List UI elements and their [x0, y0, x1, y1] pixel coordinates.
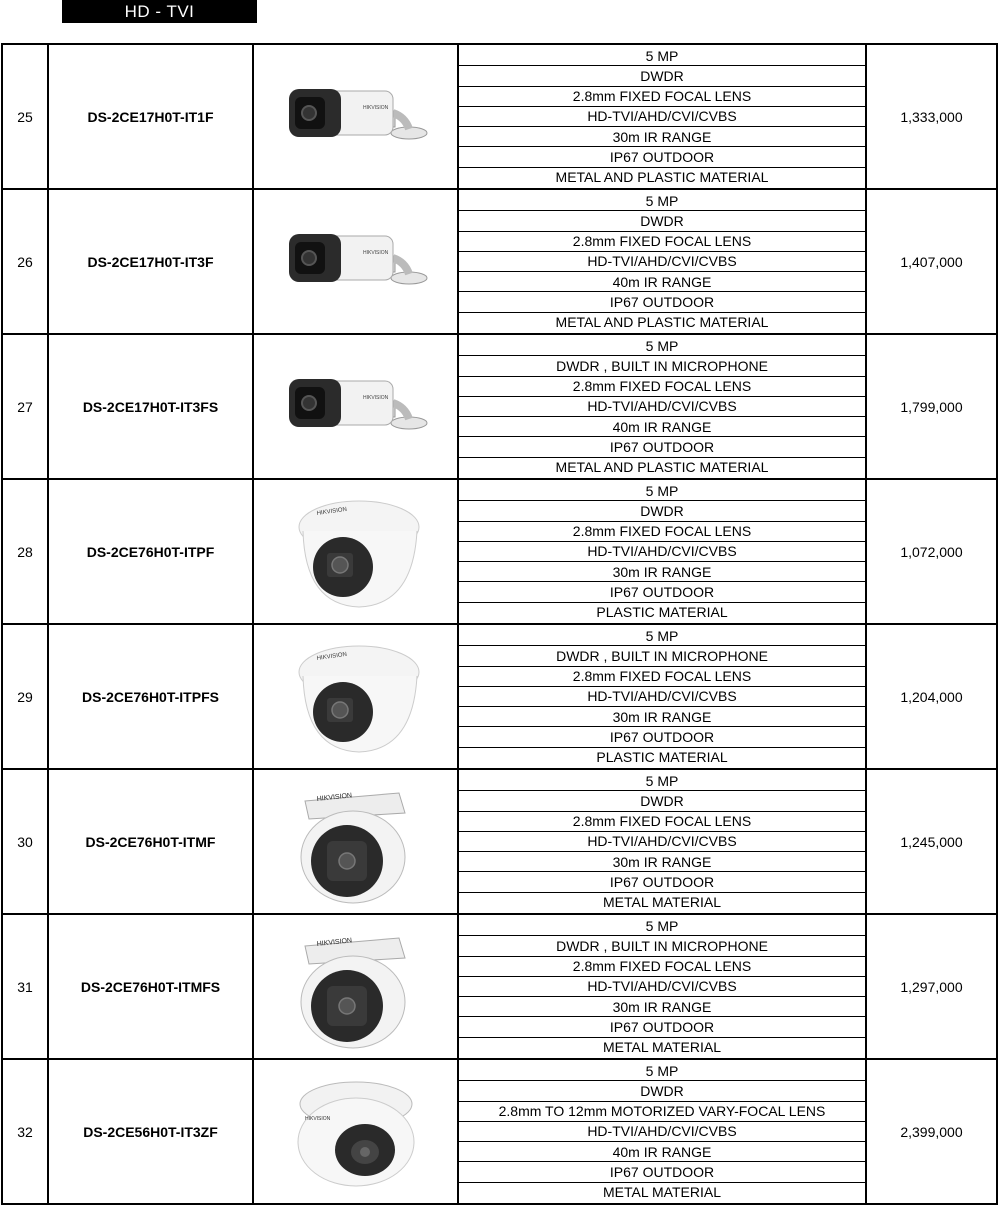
model-name: DS-2CE56H0T-IT3ZF [48, 1059, 253, 1204]
product-row [2, 624, 997, 769]
turret-camera-icon [254, 924, 457, 1049]
bullet-camera-icon [254, 222, 457, 302]
spec-list [459, 626, 865, 767]
spec-list-cell [458, 769, 866, 914]
turret-camera-icon [254, 779, 457, 904]
model-name: DS-2CE76H0T-ITMF [48, 769, 253, 914]
spec-line: IP67 OUTDOOR [459, 1162, 865, 1182]
spec-line: 5 MP [459, 771, 865, 791]
spec-line: 5 MP [459, 1061, 865, 1081]
camera-image [253, 624, 458, 769]
price: 1,245,000 [866, 769, 997, 914]
spec-line: DWDR , BUILT IN MICROPHONE [459, 936, 865, 956]
camera-image [253, 44, 458, 189]
item-number: 28 [2, 479, 48, 624]
dome-camera-icon [254, 487, 457, 617]
spec-line: METAL AND PLASTIC MATERIAL [555, 169, 769, 186]
spec-line: HD-TVI/AHD/CVI/CVBS [459, 1122, 865, 1142]
svg-text:HIKVISION: HIKVISION [315, 792, 352, 803]
product-row [2, 479, 997, 624]
product-row [2, 334, 997, 479]
spec-line: 5 MP [459, 336, 865, 356]
spec-line: PLASTIC MATERIAL [596, 604, 728, 621]
svg-text:HIKVISION: HIKVISION [362, 394, 388, 401]
spec-list-cell [458, 189, 866, 334]
bullet-camera-icon [254, 77, 457, 157]
spec-line: IP67 OUTDOOR [459, 147, 865, 167]
price: 2,399,000 [866, 1059, 997, 1204]
spec-line: 30m IR RANGE [459, 852, 865, 872]
product-row [2, 914, 997, 1059]
product-row [2, 769, 997, 914]
spec-line: 40m IR RANGE [459, 417, 865, 437]
dome-camera-icon [254, 632, 457, 762]
item-number: 32 [2, 1059, 48, 1204]
spec-line: HD-TVI/AHD/CVI/CVBS [459, 397, 865, 417]
model-name: DS-2CE76H0T-ITMFS [48, 914, 253, 1059]
spec-list [459, 481, 865, 622]
camera-image [253, 769, 458, 914]
price: 1,407,000 [866, 189, 997, 334]
spec-line: IP67 OUTDOOR [459, 872, 865, 892]
spec-line: 2.8mm FIXED FOCAL LENS [459, 232, 865, 252]
spec-line: 30m IR RANGE [459, 707, 865, 727]
spec-line: DWDR [459, 501, 865, 521]
spec-list [459, 191, 865, 332]
price: 1,072,000 [866, 479, 997, 624]
spec-line: HD-TVI/AHD/CVI/CVBS [459, 252, 865, 272]
svg-text:HIKVISION: HIKVISION [315, 506, 347, 517]
spec-line: HD-TVI/AHD/CVI/CVBS [459, 832, 865, 852]
spec-line: DWDR [459, 211, 865, 231]
product-row [2, 44, 997, 189]
spec-line: 30m IR RANGE [459, 997, 865, 1017]
spec-line: PLASTIC MATERIAL [596, 749, 728, 766]
spec-line: IP67 OUTDOOR [459, 437, 865, 457]
item-number: 27 [2, 334, 48, 479]
spec-line: 5 MP [459, 916, 865, 936]
spec-list [459, 916, 865, 1057]
spec-line: METAL AND PLASTIC MATERIAL [555, 314, 769, 331]
spec-list [459, 771, 865, 912]
item-number: 29 [2, 624, 48, 769]
spec-line: 5 MP [459, 191, 865, 211]
spec-line: 2.8mm FIXED FOCAL LENS [459, 812, 865, 832]
svg-text:HIKVISION: HIKVISION [362, 249, 388, 256]
spec-line: 2.8mm TO 12mm MOTORIZED VARY-FOCAL LENS [459, 1102, 865, 1122]
spec-line: 2.8mm FIXED FOCAL LENS [459, 377, 865, 397]
spec-line: IP67 OUTDOOR [459, 582, 865, 602]
camera-image [253, 189, 458, 334]
model-name: DS-2CE17H0T-IT1F [48, 44, 253, 189]
price: 1,333,000 [866, 44, 997, 189]
price: 1,799,000 [866, 334, 997, 479]
spec-line: METAL MATERIAL [603, 1184, 721, 1201]
svg-text:HIKVISION: HIKVISION [304, 1116, 330, 1122]
svg-text:HIKVISION: HIKVISION [315, 937, 352, 948]
model-name: DS-2CE76H0T-ITPF [48, 479, 253, 624]
camera-image [253, 479, 458, 624]
camera-image [253, 1059, 458, 1204]
spec-line: DWDR [459, 1081, 865, 1101]
spec-line: METAL AND PLASTIC MATERIAL [555, 459, 769, 476]
spec-line: 2.8mm FIXED FOCAL LENS [459, 957, 865, 977]
spec-line: 40m IR RANGE [459, 1142, 865, 1162]
product-row [2, 1059, 997, 1204]
model-name: DS-2CE17H0T-IT3F [48, 189, 253, 334]
spec-line: IP67 OUTDOOR [459, 1017, 865, 1037]
spec-line: 5 MP [459, 46, 865, 66]
price: 1,297,000 [866, 914, 997, 1059]
spec-line: 2.8mm FIXED FOCAL LENS [459, 522, 865, 542]
spec-list-cell [458, 624, 866, 769]
spec-line: 5 MP [459, 481, 865, 501]
section-title: HD - TVI [62, 0, 257, 23]
spec-line: HD-TVI/AHD/CVI/CVBS [459, 687, 865, 707]
spec-list [459, 336, 865, 477]
svg-text:HIKVISION: HIKVISION [362, 104, 388, 111]
product-row [2, 189, 997, 334]
model-name: DS-2CE17H0T-IT3FS [48, 334, 253, 479]
spec-line: 30m IR RANGE [459, 562, 865, 582]
spec-line: 2.8mm FIXED FOCAL LENS [459, 667, 865, 687]
spec-line: DWDR [459, 66, 865, 86]
spec-line: METAL MATERIAL [603, 894, 721, 911]
item-number: 30 [2, 769, 48, 914]
eyeball-camera-icon [254, 1074, 457, 1189]
camera-image [253, 334, 458, 479]
spec-list-cell [458, 334, 866, 479]
bullet-camera-icon [254, 367, 457, 447]
spec-list-cell [458, 479, 866, 624]
model-name: DS-2CE76H0T-ITPFS [48, 624, 253, 769]
spec-line: IP67 OUTDOOR [459, 292, 865, 312]
spec-line: METAL MATERIAL [603, 1039, 721, 1056]
item-number: 25 [2, 44, 48, 189]
product-table [1, 43, 998, 1205]
spec-line: HD-TVI/AHD/CVI/CVBS [459, 107, 865, 127]
spec-line: 5 MP [459, 626, 865, 646]
spec-line: 2.8mm FIXED FOCAL LENS [459, 87, 865, 107]
item-number: 31 [2, 914, 48, 1059]
spec-line: IP67 OUTDOOR [459, 727, 865, 747]
spec-line: 30m IR RANGE [459, 127, 865, 147]
spec-list [459, 46, 865, 187]
spec-line: DWDR , BUILT IN MICROPHONE [459, 646, 865, 666]
spec-list [459, 1061, 865, 1202]
camera-image [253, 914, 458, 1059]
spec-line: HD-TVI/AHD/CVI/CVBS [459, 977, 865, 997]
svg-text:HIKVISION: HIKVISION [315, 651, 347, 662]
spec-line: HD-TVI/AHD/CVI/CVBS [459, 542, 865, 562]
spec-line: DWDR [459, 791, 865, 811]
spec-list-cell [458, 914, 866, 1059]
price: 1,204,000 [866, 624, 997, 769]
spec-list-cell [458, 44, 866, 189]
spec-list-cell [458, 1059, 866, 1204]
item-number: 26 [2, 189, 48, 334]
spec-line: 40m IR RANGE [459, 272, 865, 292]
spec-line: DWDR , BUILT IN MICROPHONE [459, 356, 865, 376]
